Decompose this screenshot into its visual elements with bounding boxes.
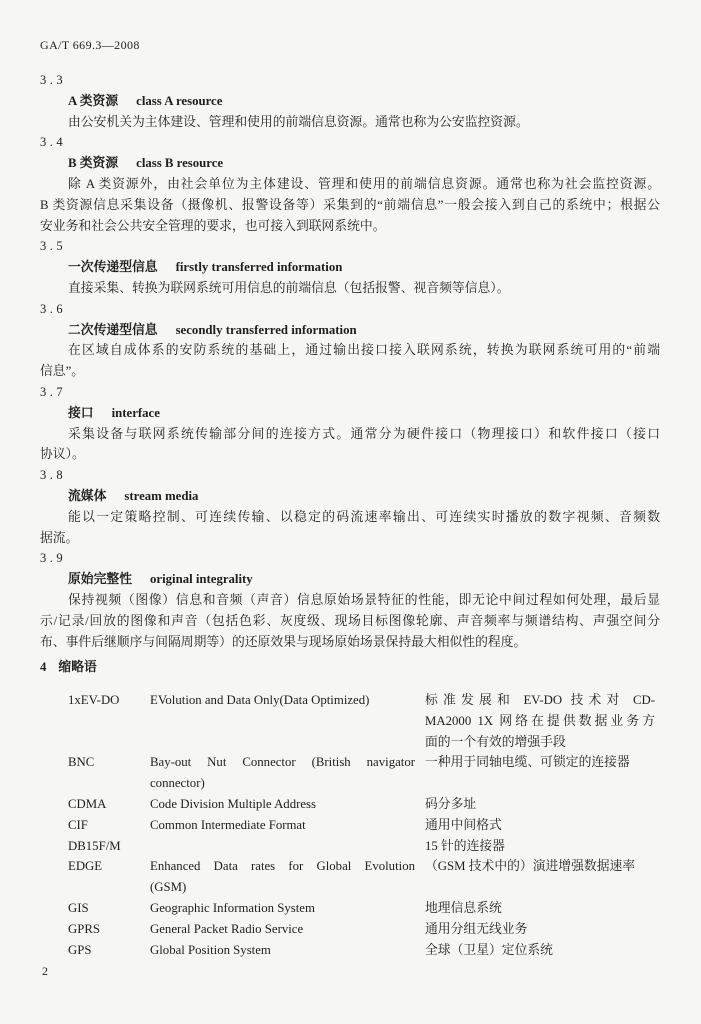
abbr-cell: [68, 940, 150, 961]
clause-3-4: [40, 132, 660, 236]
term-line: [40, 91, 660, 112]
fullname-line: Code Division Multiple Address: [150, 796, 317, 811]
clause-number: 3.3: [40, 73, 67, 87]
fullname-line: Enhanced Data rates for Global Evolution: [150, 859, 415, 874]
section-title: 缩略语: [58, 660, 97, 674]
term-en: stream media: [124, 488, 199, 503]
abbreviation-row: [68, 919, 655, 940]
definition-line: 信息”。: [40, 364, 85, 379]
abbr-text: BNC: [68, 755, 95, 770]
zh-meaning-line: 码分多址: [425, 796, 477, 811]
term-en: interface: [111, 405, 160, 420]
definition-line: 在区域自成体系的安防系统的基础上，通过输出接口接入联网系统，转换为联网系统可用的“前端: [68, 343, 660, 358]
term-zh: A 类资源: [68, 93, 119, 108]
zh-meaning-line: 面的一个有效的增强手段: [425, 734, 566, 749]
clause-3-3: [40, 70, 660, 132]
term-en: class A resource: [136, 93, 223, 108]
term-en: firstly transferred information: [175, 260, 343, 275]
fullname-cell: [150, 940, 425, 961]
abbreviation-row: [68, 856, 655, 898]
clause-number: 3.6: [40, 301, 67, 316]
zh-meaning-line: （GSM 技术中的）演进增强数据速率: [425, 859, 636, 874]
terms-definitions: [40, 70, 660, 652]
zh-meaning-cell: [425, 815, 655, 836]
fullname-cell: [150, 919, 425, 940]
fullname-line: Bay-out Nut Connector (British navigator: [150, 755, 415, 770]
section-heading: [40, 657, 97, 678]
zh-meaning-cell: [425, 794, 655, 815]
fullname-cell: [150, 898, 425, 919]
definition-line: 采集设备与联网系统传输部分间的连接方式。通常分为硬件接口（物理接口）和软件接口（接口: [68, 426, 660, 441]
term-line: [40, 569, 660, 590]
abbr-cell: [68, 752, 150, 794]
definition-line: 布、事件后继顺序与间隔周期等）的还原效果与现场原始场景保持最大相似性的程度。: [40, 634, 527, 649]
fullname-line: General Packet Radio Service: [150, 921, 304, 936]
term-zh: 一次传递型信息: [68, 260, 158, 275]
fullname-line: Global Position System: [150, 942, 271, 957]
fullname-line: Common Intermediate Format: [150, 817, 306, 832]
definition-line: 协议）。: [40, 447, 85, 462]
fullname-line: EVolution and Data Only(Data Optimized): [150, 693, 370, 707]
abbreviation-row: [68, 690, 655, 752]
abbreviation-row: [68, 898, 655, 919]
abbr-cell: [68, 836, 150, 857]
zh-meaning-cell: [425, 919, 655, 940]
term-line: [40, 153, 660, 174]
abbr-text: GPS: [68, 942, 92, 957]
fullname-cell: [150, 836, 425, 857]
term-en: class B resource: [136, 156, 224, 171]
term-en: original integrality: [149, 572, 253, 587]
zh-meaning-cell: [425, 940, 655, 961]
abbr-cell: [68, 898, 150, 919]
fullname-cell: [150, 794, 425, 815]
abbr-text: GIS: [68, 900, 89, 915]
term-zh: 原始完整性: [68, 572, 132, 587]
abbreviation-row: [68, 940, 655, 961]
zh-meaning-line: 地理信息系统: [425, 900, 502, 915]
definition-line: 能以一定策略控制、可连续传输、以稳定的码流速率输出、可连续实时播放的数字视频、音频数: [68, 509, 660, 524]
zh-meaning-line: 15 针的连接器: [425, 838, 505, 853]
zh-meaning-cell: [425, 752, 655, 794]
fullname-cell: [150, 752, 425, 794]
clause-number: 3.5: [40, 239, 67, 254]
term-en: secondly transferred information: [175, 322, 357, 337]
term-line: [40, 403, 660, 424]
definition-line: 保持视频（图像）信息和音频（声音）信息原始场景特征的性能，即无论中间过程如何处理，最后显: [68, 592, 660, 607]
clause-3-6: [40, 299, 660, 382]
abbr-cell: [68, 856, 150, 898]
term-zh: 接口: [68, 405, 94, 420]
clause-3-7: [40, 382, 660, 465]
definition-line: 安业务和社会公共安全管理的要求，也可接入到联网系统中。: [40, 218, 386, 233]
abbreviation-row: [68, 836, 655, 857]
zh-meaning-cell: [425, 898, 655, 919]
clause-3-5: [40, 236, 660, 298]
standard-code-header: GA/T 669.3—2008: [40, 38, 140, 52]
clause-number: 3.7: [40, 384, 67, 399]
term-zh: 流媒体: [68, 488, 107, 503]
abbr-text: EDGE: [68, 859, 103, 874]
fullname-cell: [150, 815, 425, 836]
definition-line: 由公安机关为主体建设、管理和使用的前端信息资源。通常也称为公安监控资源。: [68, 114, 529, 129]
zh-meaning-line: 全球（卫星）定位系统: [425, 942, 553, 957]
clause-3-8: [40, 465, 660, 548]
definition-line: 据流。: [40, 530, 79, 545]
zh-meaning-cell: [425, 836, 655, 857]
abbr-cell: [68, 815, 150, 836]
section-number: 4: [40, 660, 47, 674]
fullname-line: connector): [150, 776, 205, 791]
zh-meaning-cell: [425, 856, 655, 898]
zh-meaning-line: 标准发展和 EV-DO 技术对 CD-: [425, 693, 655, 707]
clause-number: 3.9: [40, 551, 67, 566]
abbr-cell: [68, 690, 150, 752]
abbreviation-row: [68, 794, 655, 815]
definition-line: B 类资源信息采集设备（摄像机、报警设备等）采集到的“前端信息”一般会接入到自己的系统中；根据公: [40, 197, 660, 212]
zh-meaning-line: 通用分组无线业务: [425, 921, 528, 936]
fullname-line: Geographic Information System: [150, 900, 315, 915]
fullname-line: (GSM): [150, 880, 187, 895]
abbr-text: DB15F/M: [68, 838, 121, 853]
abbr-cell: [68, 919, 150, 940]
term-zh: 二次传递型信息: [68, 322, 158, 337]
clause-number: 3.4: [40, 135, 67, 150]
abbreviation-row: [68, 752, 655, 794]
zh-meaning-cell: [425, 690, 655, 752]
term-line: [40, 486, 660, 507]
definition-line: 直接采集、转换为联网系统可用信息的前端信息（包括报警、视音频等信息）。: [68, 280, 510, 295]
zh-meaning-line: 一种用于同轴电缆、可锁定的连接器: [425, 755, 630, 770]
clause-number: 3.8: [40, 468, 67, 483]
term-zh: B 类资源: [68, 156, 119, 171]
term-line: [40, 257, 660, 278]
fullname-empty: [150, 836, 415, 857]
clause-3-9: [40, 548, 660, 652]
abbr-cell: [68, 794, 150, 815]
zh-meaning-line: 通用中间格式: [425, 817, 502, 832]
abbr-text: CDMA: [68, 796, 107, 811]
abbreviations-list: [68, 690, 655, 960]
abbr-text: CIF: [68, 817, 88, 832]
abbr-text: GPRS: [68, 921, 101, 936]
page-number: 2: [42, 964, 48, 978]
definition-line: 示/记录/回放的图像和声音（包括色彩、灰度级、现场目标图像轮廓、声音频率与频谱结构、声强空间分: [40, 613, 660, 628]
fullname-cell: [150, 856, 425, 898]
fullname-cell: [150, 690, 425, 752]
term-line: [40, 320, 660, 341]
zh-meaning-line: MA2000 1X 网络在提供数据业务方: [425, 713, 655, 728]
abbreviation-row: [68, 815, 655, 836]
definition-line: 除 A 类资源外，由社会单位为主体建设、管理和使用的前端信息资源。通常也称为社会监控资源。: [68, 176, 660, 191]
abbr-text: 1xEV-DO: [68, 693, 120, 707]
